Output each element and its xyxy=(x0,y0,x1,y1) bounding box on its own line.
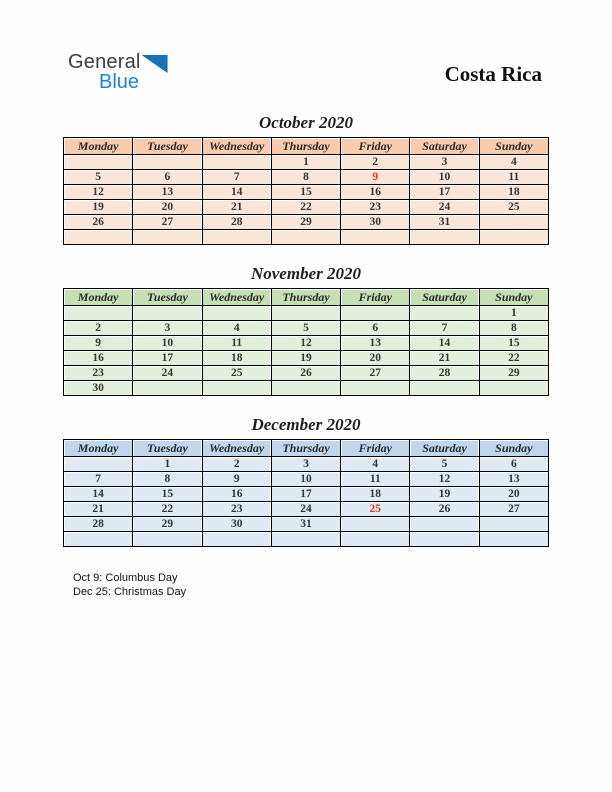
day-cell xyxy=(202,230,271,245)
day-cell: 22 xyxy=(271,200,340,215)
day-header-cell: Wednesday xyxy=(202,289,271,306)
day-cell: 15 xyxy=(271,185,340,200)
day-cell: 2 xyxy=(202,457,271,472)
day-cell: 7 xyxy=(202,170,271,185)
day-header-cell: Monday xyxy=(64,289,133,306)
day-cell: 23 xyxy=(202,502,271,517)
week-row xyxy=(64,306,549,321)
day-cell: 1 xyxy=(271,155,340,170)
week-row xyxy=(64,336,549,351)
day-cell: 22 xyxy=(479,351,548,366)
month-section-november xyxy=(63,264,549,396)
day-cell: 4 xyxy=(479,155,548,170)
day-cell: 8 xyxy=(479,321,548,336)
month-table xyxy=(63,439,549,547)
months-container xyxy=(63,113,549,547)
month-table xyxy=(63,288,549,396)
day-cell: 1 xyxy=(133,457,202,472)
day-cell: 10 xyxy=(133,336,202,351)
day-cell xyxy=(64,306,133,321)
logo-text-blue: Blue xyxy=(99,71,140,93)
day-cell: 22 xyxy=(133,502,202,517)
day-cell: 19 xyxy=(271,351,340,366)
week-row xyxy=(64,215,549,230)
day-cell xyxy=(202,155,271,170)
day-cell: 20 xyxy=(133,200,202,215)
day-cell: 2 xyxy=(341,155,410,170)
day-cell: 6 xyxy=(341,321,410,336)
week-row xyxy=(64,170,549,185)
day-cell: 5 xyxy=(271,321,340,336)
month-table xyxy=(63,137,549,245)
day-cell xyxy=(341,306,410,321)
day-cell xyxy=(479,517,548,532)
day-cell: 5 xyxy=(64,170,133,185)
day-cell xyxy=(479,532,548,547)
day-cell: 30 xyxy=(64,381,133,396)
day-cell: 25 xyxy=(479,200,548,215)
day-header-cell: Monday xyxy=(64,440,133,457)
day-cell: 11 xyxy=(202,336,271,351)
day-cell: 20 xyxy=(341,351,410,366)
week-row xyxy=(64,381,549,396)
day-cell xyxy=(410,230,479,245)
day-cell: 23 xyxy=(341,200,410,215)
day-header-cell: Saturday xyxy=(410,289,479,306)
day-cell: 6 xyxy=(133,170,202,185)
day-header-cell: Friday xyxy=(341,289,410,306)
day-cell: 18 xyxy=(202,351,271,366)
day-cell xyxy=(202,306,271,321)
country-title: Costa Rica xyxy=(444,62,542,86)
day-cell: 14 xyxy=(202,185,271,200)
day-cell: 12 xyxy=(271,336,340,351)
day-cell: 19 xyxy=(410,487,479,502)
week-row xyxy=(64,532,549,547)
day-cell: 21 xyxy=(202,200,271,215)
day-cell: 5 xyxy=(410,457,479,472)
day-header-cell: Saturday xyxy=(410,440,479,457)
day-cell xyxy=(64,155,133,170)
day-cell: 30 xyxy=(202,517,271,532)
day-cell: 13 xyxy=(341,336,410,351)
day-cell: 15 xyxy=(133,487,202,502)
day-header-cell: Tuesday xyxy=(133,440,202,457)
week-row xyxy=(64,230,549,245)
day-cell: 27 xyxy=(479,502,548,517)
day-cell: 31 xyxy=(410,215,479,230)
day-cell: 30 xyxy=(341,215,410,230)
day-header-cell: Monday xyxy=(64,138,133,155)
week-row xyxy=(64,321,549,336)
week-row xyxy=(64,487,549,502)
week-row xyxy=(64,457,549,472)
day-cell: 17 xyxy=(133,351,202,366)
day-cell: 27 xyxy=(341,366,410,381)
day-cell xyxy=(341,381,410,396)
day-cell xyxy=(341,532,410,547)
day-cell: 24 xyxy=(133,366,202,381)
day-header-cell: Friday xyxy=(341,440,410,457)
day-cell: 29 xyxy=(271,215,340,230)
day-cell xyxy=(479,215,548,230)
day-cell: 14 xyxy=(410,336,479,351)
day-cell: 12 xyxy=(64,185,133,200)
day-cell: 27 xyxy=(133,215,202,230)
day-cell xyxy=(271,306,340,321)
day-cell: 3 xyxy=(410,155,479,170)
day-header-cell: Thursday xyxy=(271,138,340,155)
day-cell: 24 xyxy=(271,502,340,517)
day-cell: 8 xyxy=(271,170,340,185)
logo-line-general xyxy=(68,52,168,73)
day-cell xyxy=(410,532,479,547)
month-title: December 2020 xyxy=(251,415,361,434)
day-cell: 28 xyxy=(64,517,133,532)
day-header-cell: Tuesday xyxy=(133,138,202,155)
day-header-cell: Thursday xyxy=(271,440,340,457)
week-row xyxy=(64,185,549,200)
day-cell: 29 xyxy=(479,366,548,381)
day-cell: 16 xyxy=(341,185,410,200)
day-cell: 17 xyxy=(410,185,479,200)
day-cell: 28 xyxy=(202,215,271,230)
day-cell: 9 xyxy=(64,336,133,351)
day-cell: 9 xyxy=(202,472,271,487)
day-cell: 17 xyxy=(271,487,340,502)
day-cell xyxy=(341,517,410,532)
week-row xyxy=(64,351,549,366)
day-cell xyxy=(479,230,548,245)
day-cell: 11 xyxy=(341,472,410,487)
day-cell: 18 xyxy=(341,487,410,502)
week-row xyxy=(64,472,549,487)
day-cell xyxy=(133,230,202,245)
day-cell: 21 xyxy=(410,351,479,366)
day-header-cell: Wednesday xyxy=(202,138,271,155)
day-header-cell: Friday xyxy=(341,138,410,155)
day-cell: 19 xyxy=(64,200,133,215)
day-cell xyxy=(64,532,133,547)
week-row xyxy=(64,517,549,532)
day-cell: 4 xyxy=(341,457,410,472)
day-cell: 1 xyxy=(479,306,548,321)
day-cell xyxy=(133,306,202,321)
day-cell: 4 xyxy=(202,321,271,336)
day-cell: 21 xyxy=(64,502,133,517)
week-row xyxy=(64,155,549,170)
day-cell: 6 xyxy=(479,457,548,472)
day-cell xyxy=(133,381,202,396)
day-cell: 9 xyxy=(341,170,410,185)
day-cell: 10 xyxy=(410,170,479,185)
general-blue-logo xyxy=(68,52,168,92)
day-cell: 29 xyxy=(133,517,202,532)
day-header-row xyxy=(64,440,549,457)
week-row xyxy=(64,502,549,517)
day-cell xyxy=(133,155,202,170)
day-cell: 14 xyxy=(64,487,133,502)
day-cell: 24 xyxy=(410,200,479,215)
day-cell: 23 xyxy=(64,366,133,381)
day-cell: 15 xyxy=(479,336,548,351)
day-cell: 11 xyxy=(479,170,548,185)
day-cell: 16 xyxy=(64,351,133,366)
month-section-october xyxy=(63,113,549,245)
day-cell xyxy=(271,532,340,547)
holiday-line: Dec 25: Christmas Day xyxy=(73,586,187,598)
day-cell xyxy=(271,230,340,245)
day-cell: 3 xyxy=(133,321,202,336)
day-cell xyxy=(271,381,340,396)
day-cell xyxy=(410,517,479,532)
day-cell: 26 xyxy=(410,502,479,517)
day-header-cell: Saturday xyxy=(410,138,479,155)
day-header-cell: Sunday xyxy=(479,440,548,457)
day-cell: 16 xyxy=(202,487,271,502)
month-title: November 2020 xyxy=(250,264,361,283)
day-cell xyxy=(410,381,479,396)
day-header-cell: Tuesday xyxy=(133,289,202,306)
day-header-cell: Wednesday xyxy=(202,440,271,457)
day-cell: 26 xyxy=(271,366,340,381)
logo-text-general: General xyxy=(68,51,141,73)
week-row xyxy=(64,200,549,215)
logo-flag-icon xyxy=(142,55,168,73)
day-cell: 13 xyxy=(133,185,202,200)
day-cell: 25 xyxy=(341,502,410,517)
week-row xyxy=(64,366,549,381)
day-header-cell: Thursday xyxy=(271,289,340,306)
day-cell xyxy=(64,230,133,245)
month-section-december xyxy=(63,415,549,547)
day-cell: 28 xyxy=(410,366,479,381)
holiday-legend xyxy=(73,571,612,599)
day-header-row xyxy=(64,138,549,155)
day-cell: 13 xyxy=(479,472,548,487)
day-cell: 31 xyxy=(271,517,340,532)
day-cell: 7 xyxy=(64,472,133,487)
day-header-cell: Sunday xyxy=(479,289,548,306)
day-cell xyxy=(341,230,410,245)
day-header-cell: Sunday xyxy=(479,138,548,155)
day-cell: 3 xyxy=(271,457,340,472)
page-header xyxy=(0,0,612,98)
day-cell: 26 xyxy=(64,215,133,230)
day-cell xyxy=(64,457,133,472)
day-cell: 18 xyxy=(479,185,548,200)
day-cell: 8 xyxy=(133,472,202,487)
day-cell xyxy=(410,306,479,321)
day-cell xyxy=(202,381,271,396)
day-cell: 25 xyxy=(202,366,271,381)
month-title: October 2020 xyxy=(259,113,353,132)
holiday-line: Oct 9: Columbus Day xyxy=(73,572,178,584)
day-header-row xyxy=(64,289,549,306)
day-cell xyxy=(479,381,548,396)
day-cell: 7 xyxy=(410,321,479,336)
day-cell: 10 xyxy=(271,472,340,487)
day-cell: 2 xyxy=(64,321,133,336)
day-cell xyxy=(133,532,202,547)
day-cell: 12 xyxy=(410,472,479,487)
day-cell xyxy=(202,532,271,547)
day-cell: 20 xyxy=(479,487,548,502)
